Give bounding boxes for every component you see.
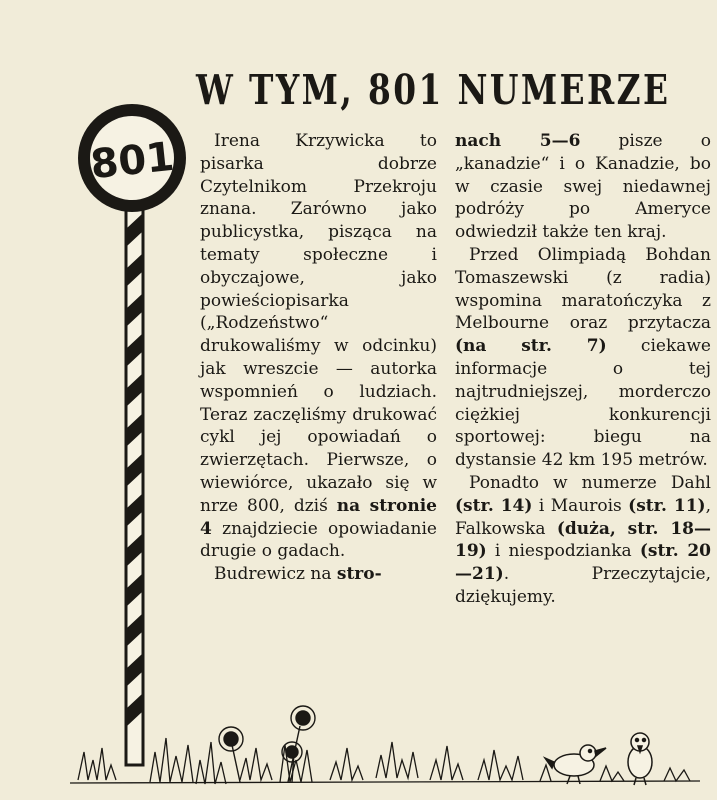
sign-pole — [126, 205, 143, 765]
page-reference: na stronie 4 — [200, 495, 437, 539]
sign-disc — [78, 104, 186, 212]
text-run: i niespodzianka — [486, 541, 640, 562]
text-run: pisze o „kanadzie“ i o Kanadzie, bo w czasie swej niedawnej podróży po Ameryce odwiedził także ten kraj. — [455, 131, 711, 243]
text-run: ciekawe informacje o tej najtrudniejszej, morderczo ciężkiej konkurencji sportowej: biegu na dystansie 42 km 195 metrów. — [455, 336, 711, 471]
page-reference: (str. 14) — [455, 495, 533, 516]
page-reference: (str. 11) — [628, 495, 706, 516]
grass — [70, 738, 700, 784]
paragraph — [455, 472, 711, 609]
paragraph — [455, 130, 711, 244]
text-run: Przed Olimpiadą Bohdan Tomaszewski (z radia) wspomina maratończyka z Melbourne oraz przytacza — [455, 244, 711, 334]
text-run: Irena Krzywicka to pisarka dobrze Czytelnikom Przekroju znana. Zarówno jako publicystka, pisząca na tematy społeczne i obyczajowe, jako powieściopisarka („Rodzeństwo“ drukowaliśmy w odcinku) jak wreszcie — autorka wspomnień o ludziach. Teraz zaczęliśmy drukować cykl jej opowiadań o zwierzętach. Pierwsze, o wiewiórce, ukazało się w nrze 800, dziś — [200, 131, 437, 516]
headline: W TYM, 801 NUMERZE — [196, 66, 671, 114]
paragraph — [200, 130, 437, 563]
page-reference: (na str. 7) — [455, 336, 607, 357]
bird-left — [545, 745, 606, 784]
page-reference: nach 5—6 — [455, 131, 581, 151]
paragraph — [455, 244, 711, 472]
page-reference: stro- — [336, 564, 382, 585]
page-reference: (str. 20—21) — [455, 541, 712, 585]
flowers — [219, 706, 315, 782]
article-column-1 — [200, 130, 437, 586]
text-run: Budrewicz na — [214, 564, 337, 585]
text-run: , Falkowska — [455, 495, 712, 539]
sign-number: 801 — [88, 133, 177, 189]
paragraph — [200, 563, 437, 586]
text-run: i Maurois — [532, 495, 629, 516]
text-run: Ponadto w numerze Dahl — [469, 472, 711, 493]
article-column-2 — [455, 130, 711, 609]
bird-right — [628, 733, 652, 785]
text-run: znajdziecie opowiadanie drugie o gadach. — [200, 518, 437, 562]
text-run: . Przeczytajcie, dziękujemy. — [455, 564, 711, 607]
page-reference: (duża, str. 18—19) — [455, 518, 711, 562]
